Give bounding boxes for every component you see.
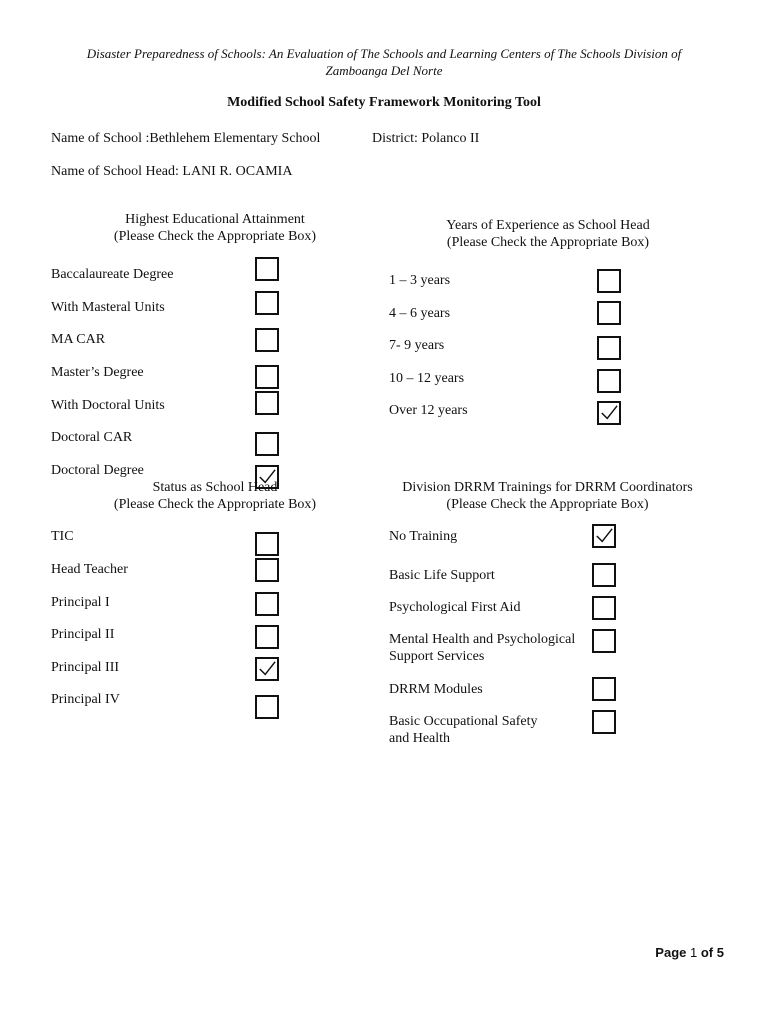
training-option-label: Basic Life Support (389, 568, 495, 583)
experience-option-label: 10 – 12 years (389, 371, 465, 386)
experience-option-label: Over 12 years (389, 403, 468, 418)
status-instruction: (Please Check the Appropriate Box) (113, 497, 317, 512)
experience-instruction: (Please Check the Appropriate Box) (446, 235, 650, 250)
status-checkbox[interactable] (255, 558, 279, 582)
trainings-section-heading (395, 479, 700, 513)
education-title: Highest Educational Attainment (125, 212, 305, 227)
education-checkbox[interactable] (255, 328, 279, 352)
status-option-label: Principal II (51, 627, 115, 642)
trainings-title: Division DRRM Trainings for DRRM Coordinators (402, 480, 693, 495)
header-line-1: Disaster Preparedness of Schools: An Evaluation of The Schools and Learning Centers of The Schools Division of (86, 46, 682, 61)
status-section-heading (90, 479, 340, 513)
experience-checkbox[interactable] (597, 369, 621, 393)
experience-option-label: 4 – 6 years (389, 306, 451, 321)
education-checkbox[interactable] (255, 432, 279, 456)
experience-checkbox[interactable] (597, 401, 621, 425)
education-option-label: Baccalaureate Degree (51, 267, 174, 282)
training-option-label-line-2: and Health (389, 731, 451, 746)
training-checkbox[interactable] (592, 524, 616, 548)
status-option-label: Principal IV (51, 692, 120, 707)
status-option-label: TIC (51, 529, 74, 544)
header-line-2: Zamboanga Del Norte (325, 63, 443, 78)
education-checkbox[interactable] (255, 365, 279, 389)
education-section-heading (90, 211, 340, 245)
experience-title: Years of Experience as School Head (446, 218, 650, 233)
page-number (655, 945, 724, 960)
training-option-label (389, 713, 538, 747)
education-option-label: With Doctoral Units (51, 398, 165, 413)
training-option-label: No Training (389, 529, 458, 544)
education-option-label: With Masteral Units (51, 300, 165, 315)
status-option-label: Principal III (51, 660, 120, 675)
training-option-label-line-2: Support Services (389, 649, 485, 664)
status-checkbox[interactable] (255, 592, 279, 616)
trainings-instruction: (Please Check the Appropriate Box) (446, 497, 649, 512)
training-option-label-line-1: Basic Occupational Safety (389, 714, 538, 729)
experience-option-label: 7- 9 years (389, 338, 445, 353)
status-title: Status as School Head (152, 480, 278, 495)
document-header (40, 45, 728, 79)
page-current: 1 (690, 945, 698, 960)
education-instruction: (Please Check the Appropriate Box) (113, 229, 317, 244)
page-of-word: of (700, 945, 714, 960)
school-head: Name of School Head: LANI R. OCAMIA (51, 164, 293, 179)
experience-checkbox[interactable] (597, 336, 621, 360)
status-checkbox[interactable] (255, 625, 279, 649)
experience-checkbox[interactable] (597, 269, 621, 293)
school-name: Name of School :Bethlehem Elementary School (51, 131, 321, 146)
training-option-label (389, 631, 575, 665)
document-title: Modified School Safety Framework Monitoring Tool (227, 95, 541, 110)
education-option-label: MA CAR (51, 332, 106, 347)
training-checkbox[interactable] (592, 710, 616, 734)
status-option-label: Head Teacher (51, 562, 128, 577)
education-checkbox[interactable] (255, 257, 279, 281)
training-option-label-line-1: Mental Health and Psychological (389, 632, 576, 647)
training-checkbox[interactable] (592, 677, 616, 701)
status-checkbox[interactable] (255, 695, 279, 719)
checkmark-icon (600, 404, 618, 422)
training-option-label: DRRM Modules (389, 682, 483, 697)
status-checkbox[interactable] (255, 657, 279, 681)
experience-option-label: 1 – 3 years (389, 273, 451, 288)
checkmark-icon (595, 527, 613, 545)
district: District: Polanco II (372, 131, 480, 146)
training-checkbox[interactable] (592, 596, 616, 620)
training-checkbox[interactable] (592, 629, 616, 653)
experience-section-heading (417, 217, 679, 251)
training-option-label: Psychological First Aid (389, 600, 521, 615)
education-checkbox[interactable] (255, 391, 279, 415)
page-word: Page (655, 945, 687, 960)
checkmark-icon (258, 660, 276, 678)
status-checkbox[interactable] (255, 532, 279, 556)
training-checkbox[interactable] (592, 563, 616, 587)
education-option-label: Doctoral CAR (51, 430, 133, 445)
education-option-label: Master’s Degree (51, 365, 144, 380)
page-total: 5 (716, 945, 724, 960)
education-checkbox[interactable] (255, 291, 279, 315)
status-option-label: Principal I (51, 595, 110, 610)
experience-checkbox[interactable] (597, 301, 621, 325)
education-option-label: Doctoral Degree (51, 463, 144, 478)
